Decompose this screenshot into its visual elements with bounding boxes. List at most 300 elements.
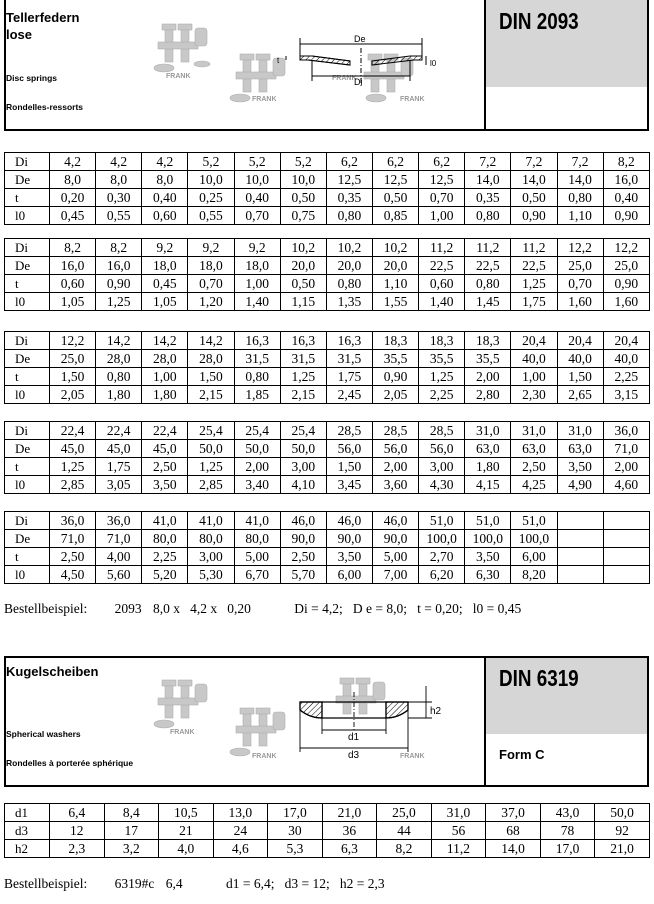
table-cell xyxy=(557,548,603,566)
table-cell: 1,10 xyxy=(372,275,418,293)
table-cell: 4,0 xyxy=(159,840,214,858)
table-cell: 12 xyxy=(50,822,105,840)
table-cell: 56 xyxy=(431,822,486,840)
table-cell: 14,0 xyxy=(486,840,541,858)
table-cell: 45,0 xyxy=(50,440,96,458)
table-cell: 22,4 xyxy=(142,422,188,440)
table-cell: 36,0 xyxy=(96,512,142,530)
table-cell: 3,50 xyxy=(142,476,188,494)
table-cell: 21,0 xyxy=(322,804,377,822)
table-cell: 71,0 xyxy=(50,530,96,548)
table-cell: 1,50 xyxy=(326,458,372,476)
disc-spring-table-2 xyxy=(4,238,650,311)
svg-text:FRANK: FRANK xyxy=(400,753,425,760)
table-cell: 30 xyxy=(268,822,323,840)
table-cell: 2,00 xyxy=(603,458,649,476)
table-cell: 68 xyxy=(486,822,541,840)
table-cell: 0,25 xyxy=(188,189,234,207)
table-cell: 8,2 xyxy=(603,153,649,171)
table-cell: 1,35 xyxy=(326,293,372,311)
table-cell: 36,0 xyxy=(50,512,96,530)
table-cell: 1,25 xyxy=(188,458,234,476)
table-cell: 11,2 xyxy=(431,840,486,858)
table-cell: 46,0 xyxy=(372,512,418,530)
table-cell: 1,25 xyxy=(280,368,326,386)
row-label: d3 xyxy=(5,822,50,840)
table-cell: 41,0 xyxy=(142,512,188,530)
table-cell: 31,5 xyxy=(234,350,280,368)
table-cell: 1,45 xyxy=(465,293,511,311)
table-cell: 56,0 xyxy=(372,440,418,458)
frank-logo-watermark xyxy=(154,680,207,728)
table-cell: 2,30 xyxy=(511,386,557,404)
disc-spring-table-4 xyxy=(4,421,650,494)
table-cell: 2,50 xyxy=(280,548,326,566)
table-row xyxy=(5,512,650,530)
table-cell: 1,80 xyxy=(465,458,511,476)
svg-text:FRANK: FRANK xyxy=(400,96,425,103)
table-cell: 40,0 xyxy=(557,350,603,368)
product-title-line1: Tellerfedern xyxy=(6,10,80,25)
table-cell: 24 xyxy=(213,822,268,840)
row-label: De xyxy=(5,257,50,275)
table-cell: 2,65 xyxy=(557,386,603,404)
table-cell: 7,2 xyxy=(557,153,603,171)
table-cell: 10,0 xyxy=(234,171,280,189)
table-cell: 0,70 xyxy=(557,275,603,293)
subtitle-french: Rondelles-ressorts xyxy=(6,102,83,112)
table-cell: 1,40 xyxy=(419,293,465,311)
label-di: Di xyxy=(354,77,363,87)
row-label: Di xyxy=(5,153,50,171)
table-cell: 17,0 xyxy=(540,840,595,858)
table-cell: 1,00 xyxy=(234,275,280,293)
table-cell: 0,60 xyxy=(50,275,96,293)
svg-text:FRANK: FRANK xyxy=(166,73,191,80)
table-cell: 0,60 xyxy=(419,275,465,293)
table-cell: 1,50 xyxy=(188,368,234,386)
table-cell: 5,00 xyxy=(234,548,280,566)
table-row xyxy=(5,332,650,350)
table-cell: 6,30 xyxy=(465,566,511,584)
example-dims: 8,0 x 4,2 x 0,20 xyxy=(153,601,251,616)
table-cell: 90,0 xyxy=(372,530,418,548)
row-label: l0 xyxy=(5,386,50,404)
table-cell: 2,05 xyxy=(50,386,96,404)
table-cell: 0,80 xyxy=(465,275,511,293)
table-cell: 1,00 xyxy=(511,368,557,386)
table-cell: 1,50 xyxy=(50,368,96,386)
table-cell: 2,25 xyxy=(419,386,465,404)
table-cell: 10,5 xyxy=(159,804,214,822)
row-label: Di xyxy=(5,332,50,350)
table-cell: 2,00 xyxy=(465,368,511,386)
table-cell: 2,3 xyxy=(50,840,105,858)
table-cell: 4,90 xyxy=(557,476,603,494)
table-cell: 2,00 xyxy=(372,458,418,476)
table-cell: 8,0 xyxy=(50,171,96,189)
table-cell: 22,5 xyxy=(465,257,511,275)
standard-title-din-6319: DIN 6319 xyxy=(499,665,579,691)
table-cell: 28,0 xyxy=(96,350,142,368)
table-cell: 43,0 xyxy=(540,804,595,822)
table-cell: 0,80 xyxy=(465,207,511,225)
table-cell: 0,85 xyxy=(372,207,418,225)
table-cell: 6,2 xyxy=(372,153,418,171)
table-cell: 3,40 xyxy=(234,476,280,494)
table-cell: 31,5 xyxy=(326,350,372,368)
table-cell: 1,55 xyxy=(372,293,418,311)
row-label: t xyxy=(5,548,50,566)
table-row xyxy=(5,566,650,584)
table-cell: 2,50 xyxy=(511,458,557,476)
table-cell: 0,80 xyxy=(234,368,280,386)
label-de: De xyxy=(354,34,366,44)
svg-text:FRANK: FRANK xyxy=(332,75,357,82)
table-row xyxy=(5,422,650,440)
table-cell: 0,40 xyxy=(234,189,280,207)
table-cell: 20,0 xyxy=(326,257,372,275)
table-cell: 16,0 xyxy=(96,257,142,275)
row-label: De xyxy=(5,530,50,548)
table-cell: 35,5 xyxy=(419,350,465,368)
table-row xyxy=(5,840,650,858)
table-cell: 4,60 xyxy=(603,476,649,494)
table-cell: 22,5 xyxy=(511,257,557,275)
table-cell: 0,90 xyxy=(96,275,142,293)
table-cell: 18,3 xyxy=(372,332,418,350)
table-row xyxy=(5,368,650,386)
table-cell: 51,0 xyxy=(511,512,557,530)
table-cell: 63,0 xyxy=(511,440,557,458)
table-row xyxy=(5,171,650,189)
table-cell: 11,2 xyxy=(511,239,557,257)
table-cell: 14,0 xyxy=(557,171,603,189)
table-cell: 5,3 xyxy=(268,840,323,858)
example-values: d1 = 6,4; d3 = 12; h2 = 2,3 xyxy=(226,876,385,891)
table-row xyxy=(5,189,650,207)
table-cell: 45,0 xyxy=(96,440,142,458)
table-cell: 44 xyxy=(377,822,432,840)
table-cell: 41,0 xyxy=(234,512,280,530)
table-cell: 14,0 xyxy=(511,171,557,189)
row-label: h2 xyxy=(5,840,50,858)
row-label: Di xyxy=(5,422,50,440)
table-cell: 80,0 xyxy=(188,530,234,548)
table-cell xyxy=(557,512,603,530)
table-cell xyxy=(557,566,603,584)
table-row xyxy=(5,293,650,311)
table-cell: 50,0 xyxy=(280,440,326,458)
table-cell: 1,75 xyxy=(511,293,557,311)
table-cell: 0,50 xyxy=(511,189,557,207)
standard-title-din-2093: DIN 2093 xyxy=(499,8,579,34)
table-cell: 28,5 xyxy=(419,422,465,440)
table-cell: 41,0 xyxy=(188,512,234,530)
table-cell: 31,0 xyxy=(511,422,557,440)
table-cell: 50,0 xyxy=(595,804,650,822)
table-cell: 3,50 xyxy=(326,548,372,566)
table-cell: 10,2 xyxy=(372,239,418,257)
table-cell: 25,0 xyxy=(377,804,432,822)
table-cell: 51,0 xyxy=(419,512,465,530)
table-cell: 0,80 xyxy=(96,368,142,386)
table-cell: 0,45 xyxy=(50,207,96,225)
table-cell: 2,45 xyxy=(326,386,372,404)
table-cell: 21,0 xyxy=(595,840,650,858)
table-cell: 0,35 xyxy=(326,189,372,207)
table-cell: 3,60 xyxy=(372,476,418,494)
table-cell: 0,90 xyxy=(372,368,418,386)
table-cell: 45,0 xyxy=(142,440,188,458)
table-cell: 5,00 xyxy=(372,548,418,566)
table-cell: 31,0 xyxy=(557,422,603,440)
table-cell: 4,50 xyxy=(50,566,96,584)
table-cell: 0,55 xyxy=(188,207,234,225)
table-cell: 1,15 xyxy=(280,293,326,311)
table-cell: 90,0 xyxy=(280,530,326,548)
table-cell: 7,2 xyxy=(511,153,557,171)
table-cell: 1,80 xyxy=(96,386,142,404)
table-cell: 10,2 xyxy=(326,239,372,257)
table-cell: 20,0 xyxy=(372,257,418,275)
product-title: Kugelscheiben xyxy=(6,664,99,679)
table-cell: 1,00 xyxy=(419,207,465,225)
table-cell xyxy=(557,530,603,548)
table-cell: 1,80 xyxy=(142,386,188,404)
table-cell: 56,0 xyxy=(326,440,372,458)
row-label: Di xyxy=(5,512,50,530)
table-row xyxy=(5,275,650,293)
label-d1: d1 xyxy=(348,732,360,743)
table-cell: 40,0 xyxy=(603,350,649,368)
table-cell: 4,00 xyxy=(96,548,142,566)
table-cell: 100,0 xyxy=(419,530,465,548)
table-cell: 1,75 xyxy=(96,458,142,476)
table-cell: 3,50 xyxy=(557,458,603,476)
table-cell: 56,0 xyxy=(419,440,465,458)
table-cell: 14,2 xyxy=(188,332,234,350)
table-cell: 3,2 xyxy=(104,840,159,858)
table-cell: 1,25 xyxy=(96,293,142,311)
table-cell: 0,20 xyxy=(50,189,96,207)
table-cell: 10,2 xyxy=(280,239,326,257)
form-label: Form C xyxy=(499,747,545,762)
table-cell: 22,4 xyxy=(96,422,142,440)
svg-text:FRANK: FRANK xyxy=(252,753,277,760)
table-cell: 4,2 xyxy=(96,153,142,171)
row-label: l0 xyxy=(5,566,50,584)
row-label: De xyxy=(5,350,50,368)
row-label: l0 xyxy=(5,207,50,225)
table-cell: 63,0 xyxy=(557,440,603,458)
table-cell: 12,2 xyxy=(603,239,649,257)
table-cell: 28,5 xyxy=(326,422,372,440)
table-cell: 0,50 xyxy=(372,189,418,207)
spherical-washer-dimensions-table xyxy=(4,803,650,858)
table-row xyxy=(5,207,650,225)
table-cell: 12,5 xyxy=(372,171,418,189)
table-cell: 2,85 xyxy=(188,476,234,494)
subtitle-french: Rondelles à porterée sphérique xyxy=(6,758,134,768)
table-cell: 16,3 xyxy=(234,332,280,350)
table-row xyxy=(5,822,650,840)
table-cell: 3,00 xyxy=(188,548,234,566)
table-cell: 17,0 xyxy=(268,804,323,822)
table-cell: 2,15 xyxy=(188,386,234,404)
table-cell: 0,80 xyxy=(326,275,372,293)
table-cell: 18,0 xyxy=(188,257,234,275)
table-row xyxy=(5,548,650,566)
table-cell: 9,2 xyxy=(234,239,280,257)
table-cell: 25,4 xyxy=(234,422,280,440)
table-cell: 3,15 xyxy=(603,386,649,404)
svg-text:FRANK: FRANK xyxy=(252,96,277,103)
frank-logo-watermark xyxy=(336,678,385,714)
table-cell: 31,0 xyxy=(431,804,486,822)
example-label: Bestellbeispiel: xyxy=(4,876,88,891)
table-cell: 2,25 xyxy=(603,368,649,386)
label-h2: h2 xyxy=(430,706,442,717)
table-cell: 3,50 xyxy=(465,548,511,566)
table-cell: 8,20 xyxy=(511,566,557,584)
table-cell: 2,50 xyxy=(50,548,96,566)
example-values: Di = 4,2; D e = 8,0; t = 0,20; l0 = 0,45 xyxy=(294,601,522,616)
table-cell: 6,2 xyxy=(326,153,372,171)
row-label: Di xyxy=(5,239,50,257)
table-cell: 10,0 xyxy=(188,171,234,189)
table-cell: 6,2 xyxy=(419,153,465,171)
table-cell: 4,2 xyxy=(142,153,188,171)
table-cell: 1,05 xyxy=(50,293,96,311)
table-cell: 78 xyxy=(540,822,595,840)
table-cell: 36 xyxy=(322,822,377,840)
table-cell: 0,40 xyxy=(142,189,188,207)
table-cell: 1,10 xyxy=(557,207,603,225)
table-cell: 12,2 xyxy=(557,239,603,257)
table-cell: 0,90 xyxy=(511,207,557,225)
table-cell: 51,0 xyxy=(465,512,511,530)
row-label: t xyxy=(5,458,50,476)
table-cell: 20,4 xyxy=(511,332,557,350)
table-cell: 0,60 xyxy=(142,207,188,225)
table-cell: 1,60 xyxy=(557,293,603,311)
table-cell: 0,80 xyxy=(326,207,372,225)
row-label: t xyxy=(5,275,50,293)
row-label: De xyxy=(5,440,50,458)
example-code: 6319#c xyxy=(114,876,155,891)
table-cell: 6,4 xyxy=(50,804,105,822)
frank-logo-watermark xyxy=(230,708,285,756)
table-cell: 18,0 xyxy=(142,257,188,275)
table-cell: 0,40 xyxy=(603,189,649,207)
frank-logo-watermark xyxy=(154,24,210,72)
table-cell: 0,90 xyxy=(603,207,649,225)
table-cell: 1,20 xyxy=(188,293,234,311)
table-cell: 0,80 xyxy=(557,189,603,207)
table-cell: 40,0 xyxy=(511,350,557,368)
table-cell: 1,25 xyxy=(511,275,557,293)
table-cell: 0,70 xyxy=(419,189,465,207)
table-cell xyxy=(603,566,649,584)
table-cell: 1,25 xyxy=(50,458,96,476)
table-cell: 0,55 xyxy=(96,207,142,225)
table-row xyxy=(5,350,650,368)
table-cell: 1,85 xyxy=(234,386,280,404)
table-cell: 9,2 xyxy=(142,239,188,257)
table-cell: 25,0 xyxy=(603,257,649,275)
table-cell: 28,0 xyxy=(188,350,234,368)
table-cell: 0,50 xyxy=(280,189,326,207)
table-cell: 13,0 xyxy=(213,804,268,822)
table-cell: 6,00 xyxy=(326,566,372,584)
table-cell: 12,5 xyxy=(419,171,465,189)
table-cell: 92 xyxy=(595,822,650,840)
table-cell: 9,2 xyxy=(188,239,234,257)
table-cell: 3,00 xyxy=(419,458,465,476)
table-cell: 16,0 xyxy=(603,171,649,189)
table-cell: 2,70 xyxy=(419,548,465,566)
table-cell: 1,05 xyxy=(142,293,188,311)
table-cell: 11,2 xyxy=(419,239,465,257)
table-cell xyxy=(603,512,649,530)
table-cell: 18,3 xyxy=(465,332,511,350)
table-cell: 2,15 xyxy=(280,386,326,404)
table-cell: 2,50 xyxy=(142,458,188,476)
table-cell: 0,45 xyxy=(142,275,188,293)
label-t: t xyxy=(277,56,280,65)
table-cell: 3,00 xyxy=(280,458,326,476)
table-cell: 1,40 xyxy=(234,293,280,311)
table-cell: 6,20 xyxy=(419,566,465,584)
table-cell: 8,2 xyxy=(377,840,432,858)
product-title-line2: lose xyxy=(6,27,33,42)
spherical-washer-drawing xyxy=(140,672,470,772)
table-cell: 100,0 xyxy=(511,530,557,548)
table-cell: 46,0 xyxy=(326,512,372,530)
table-cell: 17 xyxy=(104,822,159,840)
table-cell: 5,2 xyxy=(280,153,326,171)
subtitle-english: Spherical washers xyxy=(6,729,81,739)
table-cell: 0,30 xyxy=(96,189,142,207)
table-cell: 36,0 xyxy=(603,422,649,440)
row-label: t xyxy=(5,368,50,386)
table-cell: 28,0 xyxy=(142,350,188,368)
table-cell: 22,5 xyxy=(419,257,465,275)
table-cell: 11,2 xyxy=(465,239,511,257)
table-cell xyxy=(603,530,649,548)
table-row xyxy=(5,530,650,548)
table-cell: 80,0 xyxy=(142,530,188,548)
table-row xyxy=(5,239,650,257)
table-cell: 0,75 xyxy=(280,207,326,225)
disc-spring-table-3 xyxy=(4,331,650,404)
table-cell: 8,0 xyxy=(142,171,188,189)
table-cell: 25,4 xyxy=(188,422,234,440)
table-cell: 1,25 xyxy=(419,368,465,386)
row-label: l0 xyxy=(5,293,50,311)
table-cell: 63,0 xyxy=(465,440,511,458)
table-cell: 37,0 xyxy=(486,804,541,822)
table-row xyxy=(5,153,650,171)
row-label: d1 xyxy=(5,804,50,822)
table-cell: 4,10 xyxy=(280,476,326,494)
table-cell: 2,00 xyxy=(234,458,280,476)
example-size: 6,4 xyxy=(165,876,183,891)
table-cell: 8,2 xyxy=(50,239,96,257)
row-label: l0 xyxy=(5,476,50,494)
table-cell: 16,3 xyxy=(326,332,372,350)
